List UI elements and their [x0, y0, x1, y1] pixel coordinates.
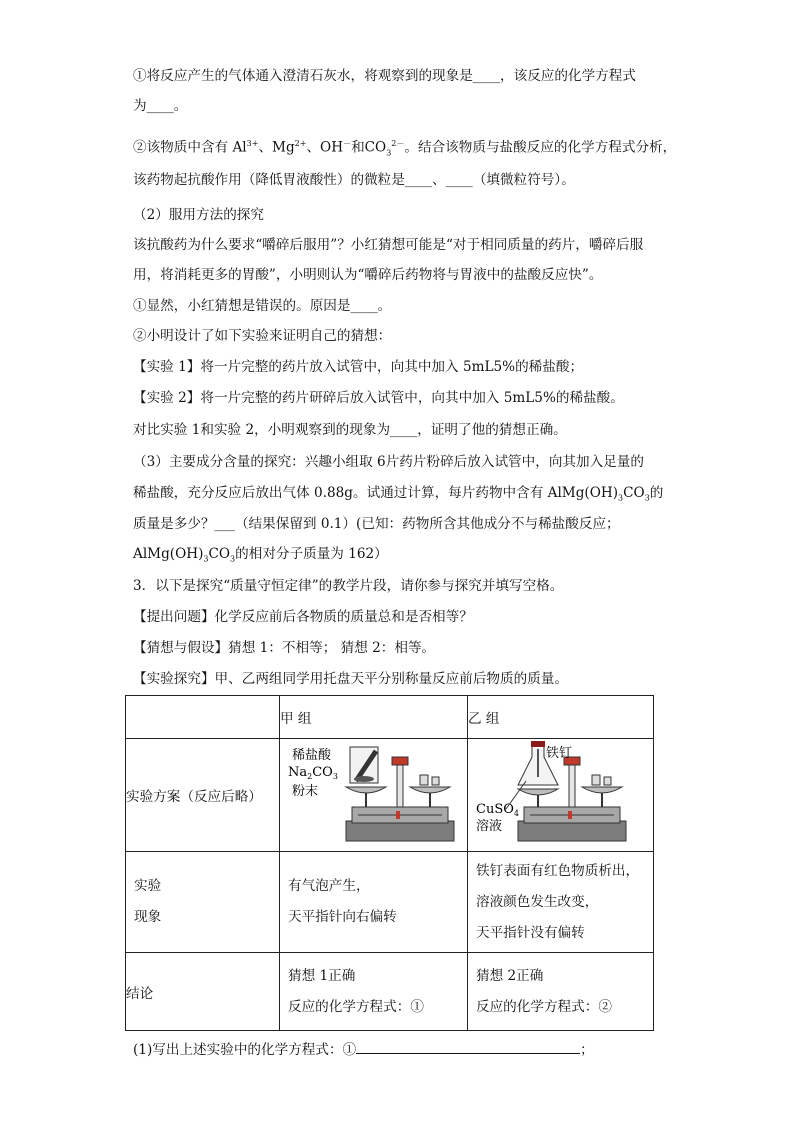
right-pan: [582, 787, 622, 793]
label-powder: 粉末: [292, 784, 319, 799]
question-line: 质量是多少？___（结果保留到 0.1）(已知：药物所含其他成分不与稀盐酸反应；: [133, 516, 620, 532]
table-row: [126, 739, 654, 852]
label-na2co3: $Na_2CO_3$: [288, 765, 338, 781]
table-row-label: 实验 现象: [126, 852, 280, 953]
answer-blank[interactable]: [356, 1039, 580, 1054]
question-line: 【猜想与假设】猜想 1：不相等； 猜想 2：相等。: [133, 640, 436, 656]
table-row-label: 结论: [126, 953, 280, 1031]
question-line: ②小明设计了如下实验来证明自己的猜想：: [133, 328, 392, 344]
weight: [592, 775, 600, 785]
jia-phenomenon-cell: 有气泡产生， 天平指针向右偏转: [280, 852, 468, 953]
balance-rider: [568, 811, 572, 819]
flask-stopper: [531, 741, 545, 747]
table-header-jia: 甲 组: [280, 696, 468, 739]
question-title: 3．以下是探究“质量守恒定律”的教学片段，请你参与探究并填写空格。: [133, 578, 564, 594]
jia-conclusion-cell: 猜想 1正确 反应的化学方程式：①: [280, 953, 468, 1031]
table-row-label: 实验方案（反应后略）: [126, 739, 280, 852]
left-pan: [346, 787, 386, 793]
label-nail: 铁钉: [545, 746, 572, 761]
weight: [604, 777, 611, 785]
jia-apparatus-cell: [280, 739, 468, 852]
jia-balance-illustration: [280, 739, 466, 847]
weight: [420, 775, 428, 785]
question-line: ①显然，小红猜想是错误的。原因是____。: [133, 298, 392, 314]
question-line: $AlMg(OH)_3CO_3$的相对分子质量为 162）: [133, 546, 388, 564]
label-solution: 溶液: [475, 819, 502, 834]
yi-apparatus-cell: [467, 739, 653, 852]
table-row: [126, 953, 654, 1031]
question-line: 【实验探究】甲、乙两组同学用托盘天平分别称量反应前后物质的质量。: [133, 671, 568, 687]
section-heading: （2）服用方法的探究: [133, 207, 264, 223]
question-line: 该抗酸药为什么要求“嚼碎后服用”？小红猜想可能是“对于相同质量的药片，嚼碎后服: [133, 237, 644, 253]
left-pan: [518, 789, 558, 795]
question-line: 【提出问题】化学反应前后各物质的质量总和是否相等？: [133, 609, 473, 625]
question-line: 【实验 1】将一片完整的药片放入试管中，向其中加入 5mL5%的稀盐酸；: [133, 359, 584, 375]
weight: [432, 777, 439, 785]
leader-line: [506, 781, 526, 809]
question-line: (1)写出上述实验中的化学方程式：① ；: [133, 1039, 594, 1059]
question-line: 【实验 2】将一片完整的药片研碎后放入试管中，向其中加入 5mL5%的稀盐酸。: [133, 390, 624, 406]
experiment-table: [125, 695, 654, 1031]
balance-rider: [396, 811, 400, 819]
question-line: 该药物起抗酸作用（降低胃液酸性）的微粒是____、____（填微粒符号）。: [133, 172, 575, 188]
balance-pointer-post: [397, 763, 403, 807]
label-hcl: 稀盐酸: [292, 748, 332, 763]
powder: [354, 776, 374, 782]
question-line: 用，将消耗更多的胃酸”，小明则认为“嚼碎后药物将与胃液中的盐酸反应快”。: [133, 267, 603, 283]
table-row: [126, 852, 654, 953]
question-line: 为____。: [133, 98, 188, 114]
table-header-row: [126, 696, 654, 739]
yi-conclusion-cell: 猜想 2正确 反应的化学方程式：②: [467, 953, 653, 1031]
label-cuso4: CuSO$_4$: [475, 802, 519, 818]
yi-phenomenon-cell: 铁钉表面有红色物质析出， 溶液颜色发生改变， 天平指针没有偏转: [467, 852, 653, 953]
table-cell: [126, 696, 280, 739]
question-line: 对比实验 1和实验 2，小明观察到的现象为____，证明了他的猜想正确。: [133, 422, 567, 438]
table-header-yi: 乙 组: [467, 696, 653, 739]
question-line: ①将反应产生的气体通入澄清石灰水，将观察到的现象是____，该反应的化学方程式: [133, 68, 636, 84]
right-pan: [410, 787, 450, 793]
balance-top: [392, 757, 408, 765]
balance-base: [518, 821, 626, 841]
balance-base: [346, 821, 454, 841]
question-line: ②该物质中含有 $Al^{3+}$、$Mg^{2+}$、OH－和$CO_3^{2-}$。结合该物质与盐酸反应的化学方程式分析，: [133, 139, 677, 158]
section-heading: （3）主要成分含量的探究：兴趣小组取 6片药片粉碎后放入试管中，向其加入足量的: [133, 454, 644, 470]
question-line: 稀盐酸，充分反应后放出气体 0.88g。试通过计算，每片药物中含有 $AlMg(OH)_3CO_3$的: [133, 485, 664, 503]
yi-balance-illustration: [468, 739, 652, 847]
balance-pointer-post: [569, 763, 575, 807]
